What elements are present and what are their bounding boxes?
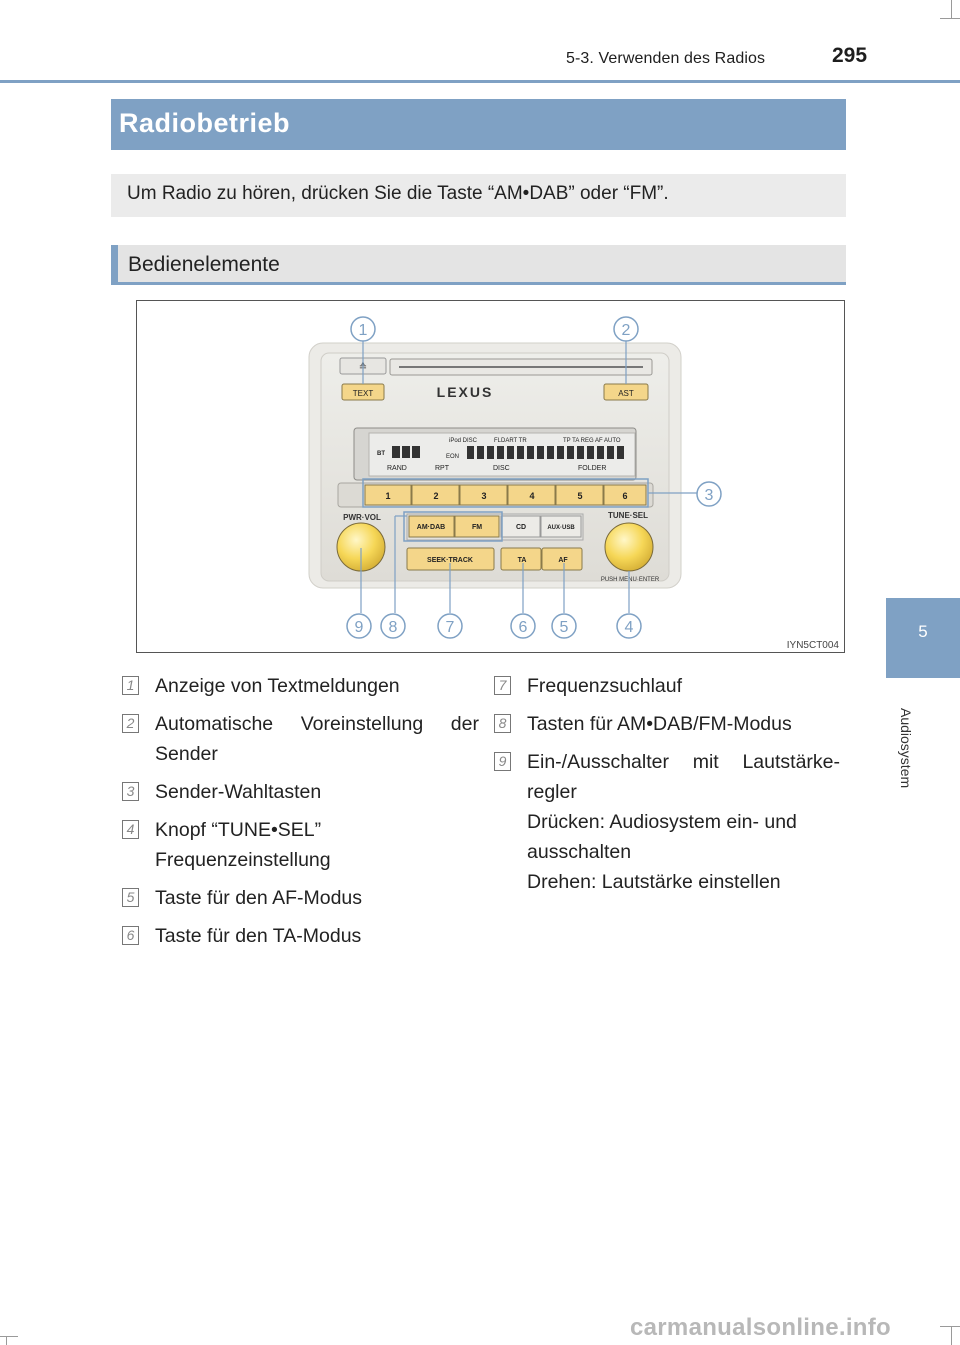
- list-number-6: 6: [122, 926, 139, 945]
- ast-button-label: AST: [618, 389, 634, 398]
- am-dab-button-label: AM·DAB: [416, 524, 446, 531]
- list-item-text: Sender-Wahltasten: [155, 781, 322, 803]
- list-item-text: Sender: [155, 743, 218, 765]
- callout-label-5: 5: [559, 619, 569, 636]
- af-button-label: AF: [558, 557, 568, 564]
- seek-track-button-label: SEEK·TRACK: [427, 557, 473, 564]
- crop-mark: [6, 1336, 7, 1345]
- list-number-4: 4: [122, 820, 139, 839]
- preset-label-2: 2: [433, 491, 439, 501]
- chapter-tab-label: Audiosystem: [898, 708, 914, 789]
- aux-usb-button-label: AUX·USB: [547, 525, 575, 531]
- list-item-text: Taste für den AF-Modus: [155, 887, 363, 909]
- callout-label-1: 1: [358, 322, 368, 339]
- callout-label-6: 6: [518, 619, 528, 636]
- callout-label-3: 3: [704, 487, 714, 504]
- display-rand: RAND: [387, 465, 407, 472]
- list-item-text: Drehen: Lautstärke einstellen: [527, 871, 781, 893]
- list-item-text: Drücken: Audiosystem ein- und: [527, 811, 797, 833]
- section-title: Radiobetrieb: [119, 108, 291, 138]
- display-folder: FOLDER: [578, 465, 607, 472]
- list-item-6: [155, 921, 479, 951]
- page-number: 295: [832, 44, 868, 67]
- push-menu-enter-label: PUSH MENU·ENTER: [600, 577, 660, 583]
- crop-mark: [940, 1326, 960, 1327]
- crop-mark: [940, 18, 960, 19]
- preset-buttons: [365, 485, 646, 505]
- list-item-2: [155, 709, 479, 769]
- intro-text: Um Radio zu hören, drücken Sie die Taste “AM•DAB” oder “FM”.: [127, 183, 669, 204]
- list-item-text: Ein-/Ausschalter mit Lautstärke-: [527, 751, 840, 773]
- brand-logo: LEXUS: [436, 384, 494, 400]
- text-button-label: TEXT: [352, 389, 374, 398]
- display-eon: EON: [446, 454, 460, 460]
- callout-label-2: 2: [621, 322, 631, 339]
- list-number-9: 9: [494, 752, 511, 771]
- tune-sel-label: TUNE·SEL: [608, 511, 648, 520]
- preset-label-5: 5: [577, 491, 583, 501]
- display-rpt: RPT: [435, 465, 449, 472]
- list-number-8: 8: [494, 714, 511, 733]
- list-number-3: 3: [122, 782, 139, 801]
- list-number-1: 1: [122, 676, 139, 695]
- radio-panel-illustration: [137, 301, 845, 653]
- callout-label-8: 8: [388, 619, 398, 636]
- display-bt: BT: [377, 451, 385, 457]
- fm-button-label: FM: [471, 524, 483, 531]
- callout-label-9: 9: [354, 619, 364, 636]
- preset-label-1: 1: [385, 491, 391, 501]
- list-number-7: 7: [494, 676, 511, 695]
- chapter-tab: [886, 598, 960, 678]
- callout-label-7: 7: [445, 619, 455, 636]
- pwr-vol-label: PWR·VOL: [343, 513, 381, 522]
- subsection-title: Bedienelemente: [128, 253, 280, 276]
- list-item-text: Knopf “TUNE•SEL”: [155, 819, 322, 841]
- list-item-7: [527, 671, 840, 701]
- crop-mark: [951, 0, 952, 18]
- tune-sel-knob[interactable]: [605, 523, 653, 571]
- figure-code: IYN5CT004: [786, 640, 839, 651]
- list-item-4: [155, 815, 479, 875]
- header-rule: [0, 80, 960, 83]
- list-item-text: Anzeige von Textmeldungen: [155, 675, 400, 697]
- list-item-3: [155, 777, 479, 807]
- preset-label-3: 3: [481, 491, 487, 501]
- cd-button-label: CD: [515, 524, 527, 531]
- display-ipod-disc: iPod DISC: [449, 438, 478, 444]
- list-item-text: Taste für den TA-Modus: [155, 925, 362, 947]
- list-number-5: 5: [122, 888, 139, 907]
- callout-label-4: 4: [624, 619, 634, 636]
- list-item-text: Frequenzeinstellung: [155, 849, 331, 871]
- list-number-2: 2: [122, 714, 139, 733]
- crop-mark: [951, 1326, 952, 1345]
- radio-panel-figure: [136, 300, 845, 653]
- ta-button-label: TA: [517, 557, 527, 564]
- preset-label-6: 6: [622, 491, 628, 501]
- list-item-text: Tasten für AM•DAB/FM-Modus: [527, 713, 792, 735]
- list-item-1: [155, 671, 479, 701]
- display-fldart: FLDART TR: [494, 438, 527, 444]
- list-item-9: [527, 747, 840, 897]
- list-item-5: [155, 883, 479, 913]
- list-item-text: regler: [527, 781, 577, 803]
- crop-mark: [0, 1336, 18, 1337]
- chapter-tab-number: 5: [918, 622, 928, 641]
- display-disc: DISC: [493, 465, 510, 472]
- subsection-accent-bar: [111, 245, 118, 285]
- list-item-text: Automatische Voreinstellung der: [155, 713, 479, 735]
- list-item-8: [527, 709, 840, 739]
- chapter-title: 5-3. Verwenden des Radios: [566, 50, 766, 67]
- display-indicators: TP TA REG AF AUTO: [563, 438, 621, 444]
- eject-icon: ≜: [358, 362, 368, 373]
- list-item-text: ausschalten: [527, 841, 632, 863]
- list-item-text: Frequenzsuchlauf: [527, 675, 683, 697]
- preset-label-4: 4: [529, 491, 535, 501]
- watermark: carmanualsonline.info: [630, 1314, 892, 1341]
